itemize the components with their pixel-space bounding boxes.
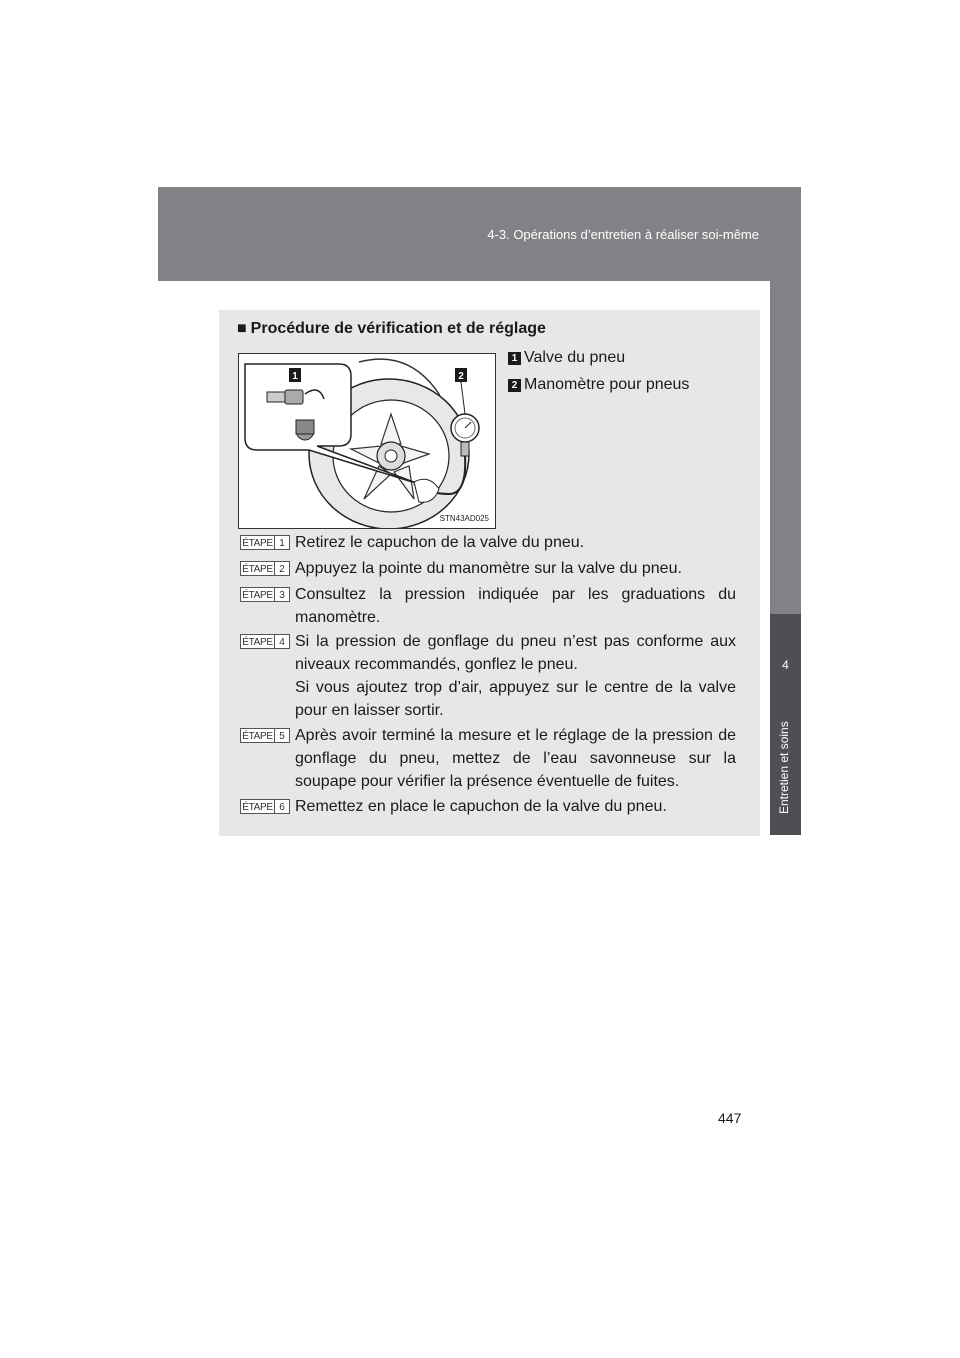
step-text: Consultez la pression indiquée par les graduations du manomètre. bbox=[295, 586, 736, 626]
step-item bbox=[240, 531, 736, 554]
section-title: 4-3. Opérations d’entretien à réaliser soi-même bbox=[487, 227, 759, 242]
step-text: Remettez en place le capuchon de la valve du pneu. bbox=[295, 798, 667, 815]
tire-gauge-illustration bbox=[238, 353, 496, 529]
step-text: Après avoir terminé la mesure et le réglage de la pression de gonflage du pneu, mettez de l’eau savonneuse sur la soupape pour vérifier la présence éventuelle de fuites. bbox=[295, 727, 736, 790]
figure-callout-1: 1 bbox=[292, 371, 298, 382]
page-number: 447 bbox=[718, 1110, 742, 1126]
step-badge: ÉTAPE 1 bbox=[240, 535, 290, 550]
legend-item-valve bbox=[508, 349, 625, 367]
procedure-heading bbox=[237, 320, 546, 338]
procedure-heading-text: Procédure de vérification et de réglage bbox=[250, 320, 546, 337]
legend-label-valve: Valve du pneu bbox=[524, 349, 626, 366]
step-badge: ÉTAPE 2 bbox=[240, 561, 290, 576]
legend-label-gauge: Manomètre pour pneus bbox=[524, 376, 690, 393]
step-badge: ÉTAPE 4 bbox=[240, 634, 290, 649]
step-item bbox=[240, 795, 736, 818]
section-header-bar bbox=[158, 187, 801, 281]
step-item bbox=[240, 557, 736, 580]
step-text-continued: Si vous ajoutez trop d’air, appuyez sur le centre de la valve pour en laisser sortir. bbox=[295, 679, 736, 719]
step-badge: ÉTAPE 6 bbox=[240, 799, 290, 814]
step-text: Appuyez la pointe du manomètre sur la valve du pneu. bbox=[295, 560, 682, 577]
figure-callout-2: 2 bbox=[458, 371, 464, 382]
step-text: Si la pression de gonflage du pneu n’est pas conforme aux niveaux recommandés, gonflez le pneu. bbox=[295, 633, 736, 673]
step-text: Retirez le capuchon de la valve du pneu. bbox=[295, 534, 585, 551]
chapter-number: 4 bbox=[782, 658, 789, 672]
bullet-square-icon: ■ bbox=[237, 320, 247, 337]
legend-item-gauge bbox=[508, 376, 689, 394]
step-item bbox=[240, 630, 736, 722]
legend-number-2: 2 bbox=[508, 379, 521, 392]
step-item bbox=[240, 724, 736, 793]
step-item bbox=[240, 583, 736, 629]
step-badge: ÉTAPE 5 bbox=[240, 728, 290, 743]
figure-code: STN43AD025 bbox=[439, 514, 489, 523]
chapter-label: Entretien et soins bbox=[777, 721, 791, 814]
step-badge: ÉTAPE 3 bbox=[240, 587, 290, 602]
legend-number-1: 1 bbox=[508, 352, 521, 365]
